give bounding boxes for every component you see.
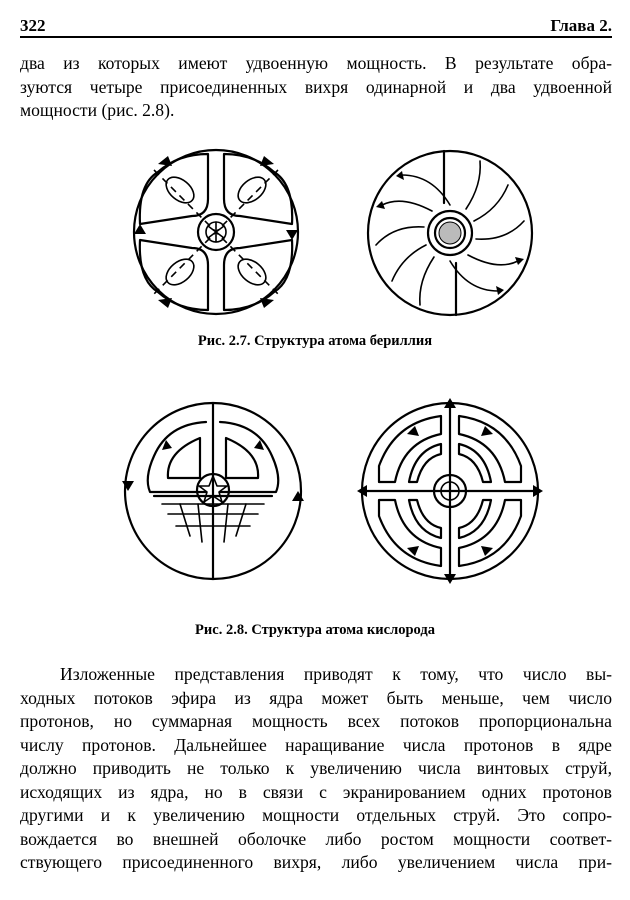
text-line: должно приводить не только к увеличению числа винтовых струй, [20,758,612,778]
figure-2-7-right-diagram [362,145,538,321]
text-line: вождается во внешней оболочке либо ростом мощности соответ- [20,828,612,849]
text-line: мощности (рис. 2.8). [20,100,175,120]
figure-2-8-caption: Рис. 2.8. Структура атома кислорода [195,622,435,638]
page-header [20,10,612,36]
header-rule [20,36,612,38]
text-line: исходящих из ядра, но в связи с экранированием одних протонов [20,781,612,802]
page-number: 322 [20,16,46,35]
figure-2-8-left-diagram [118,396,308,586]
text-line: два из которых имеют удвоенную мощность. В результате обра- [20,53,612,73]
paragraph-1 [20,52,612,123]
text-line: зуются четыре присоединенных вихря одинарной и два удвоенной [20,76,612,97]
text-line: ходных потоков эфира из ядра может быть меньше, чем число [20,687,612,708]
figure-2-7-left-diagram [128,144,304,320]
chapter-title: Глава 2. [550,16,612,35]
text-line: Изложенные представления приводят к тому, что число вы- [60,664,612,684]
figure-2-8-right-diagram [355,396,545,586]
text-line: протонов, но суммарная мощность всех потоков пропорциональна [20,711,612,731]
text-line: числу протонов. Дальнейшее наращивание числа протонов в ядре [20,734,612,755]
paragraph-2 [20,663,612,875]
text-line: ствующего присоединенного вихря, либо увеличением числа при- [20,852,612,872]
text-line: другими и к увеличению мощности отдельных струй. Это сопро- [20,805,612,825]
figure-2-7-caption: Рис. 2.7. Структура атома бериллия [197,333,433,349]
